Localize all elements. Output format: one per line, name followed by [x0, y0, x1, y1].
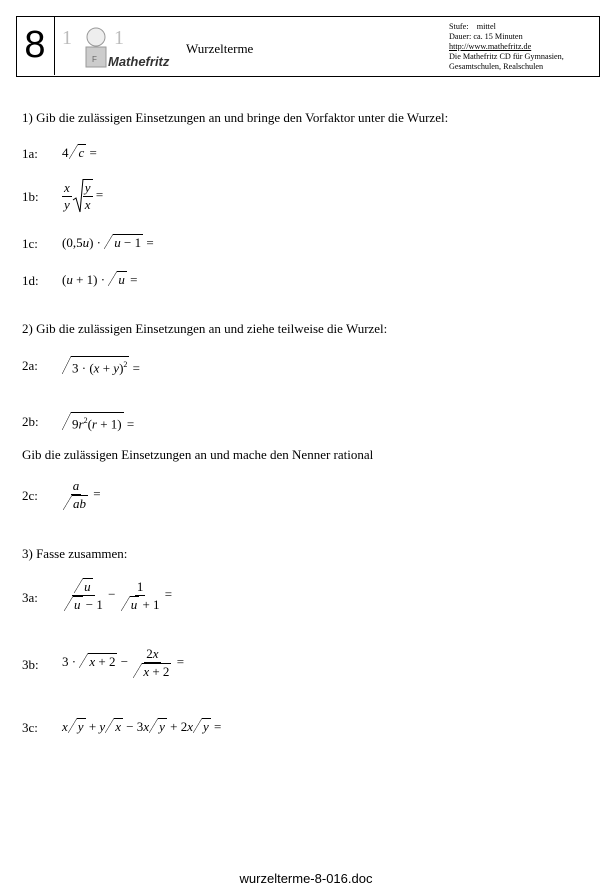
section-1-heading: 1) Gib die zulässigen Einsetzungen an und bringe den Vorfaktor unter die Wurzel: — [22, 110, 449, 125]
expr-3b: 3 · x + 2 − $\frac{2x}{x + 2}$ = — [62, 646, 185, 679]
section-2b-heading: Gib die zulässigen Einsetzungen an und mache den Nenner rational — [22, 447, 374, 462]
svg-text:1: 1 — [62, 27, 72, 49]
worksheet-title: Wurzelterme — [186, 41, 254, 56]
section-3-heading: 3) Fasse zusammen: — [22, 546, 128, 561]
expr-3c: x y + y x − 3x y + 2x y = — [62, 719, 222, 734]
website-link[interactable]: http://www.mathefritz.de — [449, 42, 532, 52]
info-block — [449, 22, 564, 72]
info-schools: Gesamtschulen, Realschulen — [449, 62, 544, 72]
expr-2a: $3 \cdot (x + y)^2$ = — [62, 356, 140, 376]
info-cd: Die Mathefritz CD für Gymnasien, — [449, 52, 564, 62]
label-1c: 1c: — [22, 236, 38, 251]
svg-text:1: 1 — [114, 27, 124, 49]
info-duration: Dauer: ca. 15 Minuten — [449, 32, 523, 42]
footer-filename: wurzelterme-8-016.doc — [239, 871, 373, 886]
label-1a: 1a: — [22, 146, 38, 161]
label-2a: 2a: — [22, 358, 38, 373]
expr-1d: (u + 1) · u = — [62, 272, 138, 287]
label-3c: 3c: — [22, 720, 38, 735]
grade-number: 8 — [16, 16, 55, 75]
label-2b: 2b: — [22, 414, 39, 429]
mathefritz-logo — [62, 22, 180, 72]
svg-text:F: F — [92, 55, 97, 64]
expr-2c: $\frac{a}{ab}$ = — [72, 478, 101, 511]
info-level: Stufe: mittel — [449, 22, 496, 31]
svg-text:Mathefritz: Mathefritz — [108, 54, 170, 69]
label-3b: 3b: — [22, 657, 39, 672]
section-2-heading: 2) Gib die zulässigen Einsetzungen an und ziehe teilweise die Wurzel: — [22, 321, 388, 336]
expr-1a: 4 c = — [62, 145, 97, 160]
expr-2b: $9r^2(r + 1)$ = — [62, 412, 134, 432]
label-2c: 2c: — [22, 488, 38, 503]
expr-1b: $\frac{x}{y}$ $\frac{y}{x}$ = — [64, 179, 104, 212]
info-url[interactable] — [449, 42, 564, 52]
label-1d: 1d: — [22, 273, 39, 288]
expr-1c: (0,5u) · u − 1 = — [62, 235, 154, 250]
expr-3a: $\frac{u}{u - 1}$ − $\frac{1}{u + 1}$ = — [74, 578, 173, 612]
label-1b: 1b: — [22, 189, 39, 204]
label-3a: 3a: — [22, 590, 38, 605]
